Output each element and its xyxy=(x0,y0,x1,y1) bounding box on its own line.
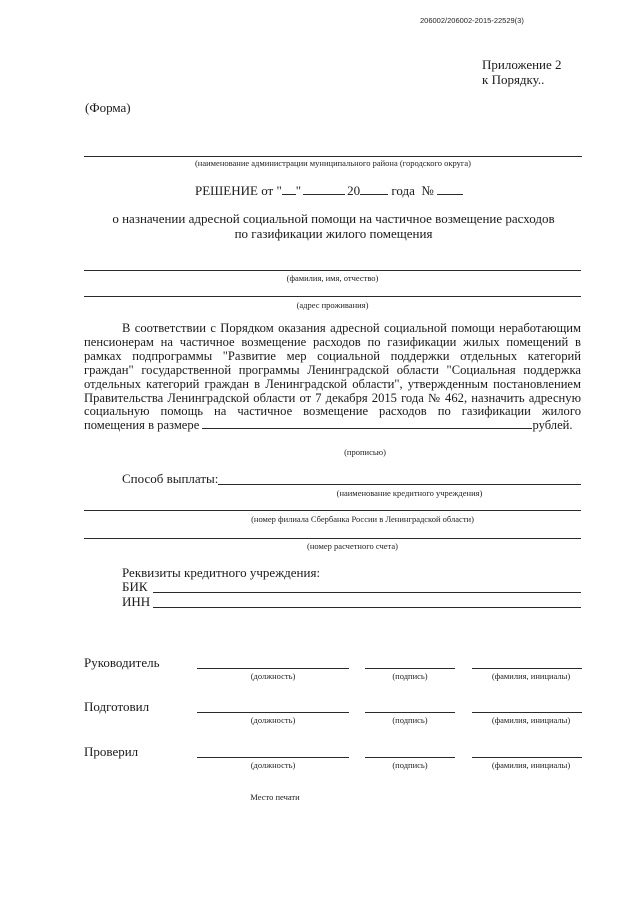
inn-label: ИНН xyxy=(122,594,151,609)
name-line xyxy=(472,757,582,758)
number-sign: № xyxy=(421,183,434,198)
signature-line xyxy=(365,712,455,713)
position-caption: (должность) xyxy=(250,715,296,725)
name-caption: (фамилия, инициалы) xyxy=(491,671,571,681)
fio-caption: (фамилия, имя, отчество) xyxy=(286,273,379,283)
payment-method-label: Способ выплаты: xyxy=(122,471,219,486)
inn-line xyxy=(153,607,581,608)
decision-month-field xyxy=(303,194,345,195)
branch-caption: (номер филиала Сбербанка России в Ленинградской области) xyxy=(251,514,474,524)
name-line xyxy=(472,668,582,669)
subject-line-2: по газификации жилого помещения xyxy=(234,226,433,241)
position-caption: (должность) xyxy=(250,760,296,770)
decision-year-suffix: года xyxy=(391,183,415,198)
position-line xyxy=(197,712,349,713)
decision-day-field xyxy=(282,194,296,195)
currency-label: рублей. xyxy=(532,418,573,433)
subject-line-1: о назначении адресной социальной помощи на частичное возмещение расходов xyxy=(112,211,555,226)
account-line xyxy=(84,538,581,539)
amount-words-caption: (прописью) xyxy=(344,447,386,457)
credit-org-caption: (наименование кредитного учреждения) xyxy=(336,488,483,498)
position-line xyxy=(197,757,349,758)
admin-name-caption: (наименование администрации муниципального района (городского округа) xyxy=(194,158,472,168)
signature-caption: (подпись) xyxy=(392,715,428,725)
fio-line xyxy=(84,270,581,271)
stamp-place-label: Место печати xyxy=(250,792,300,802)
decision-header: РЕШЕНИЕ от " " 20 года № xyxy=(195,183,463,199)
payment-method-line xyxy=(218,484,581,485)
address-caption: (адрес проживания) xyxy=(296,300,369,310)
name-caption: (фамилия, инициалы) xyxy=(491,760,571,770)
requisites-title: Реквизиты кредитного учреждения: xyxy=(122,565,321,580)
position-line xyxy=(197,668,349,669)
decision-prefix: РЕШЕНИЕ от " xyxy=(195,183,282,198)
appendix-reference: к Порядку.. xyxy=(482,72,545,87)
signature-line xyxy=(365,757,455,758)
signature-caption: (подпись) xyxy=(392,760,428,770)
account-caption: (номер расчетного счета) xyxy=(307,541,398,551)
body-paragraph xyxy=(84,322,581,433)
signature-line xyxy=(365,668,455,669)
signature-role-checked: Проверил xyxy=(84,744,139,759)
signature-role-prepared: Подготовил xyxy=(84,699,150,714)
branch-line xyxy=(84,510,581,511)
appendix-title: Приложение 2 xyxy=(482,57,562,72)
position-caption: (должность) xyxy=(250,671,296,681)
admin-name-line xyxy=(84,156,582,157)
form-label: (Форма) xyxy=(85,100,131,115)
document-number: 206002/206002-2015-22529(3) xyxy=(420,16,524,25)
bik-line xyxy=(153,592,581,593)
signature-caption: (подпись) xyxy=(392,671,428,681)
decision-number-field xyxy=(437,194,463,195)
amount-field xyxy=(202,428,532,429)
name-caption: (фамилия, инициалы) xyxy=(491,715,571,725)
signature-role-head: Руководитель xyxy=(84,655,160,670)
body-text: В соответствии с Порядком оказания адресной социальной помощи неработающим пенсионерам на частичное возмещение расходов по газификации жилых помещений в рамках подпрограммы "Развитие мер социальной поддержки отдельных категорий граждан" государственной программы Ленинградской области "Социальная поддержка отдельных категорий граждан в Ленинградской области", утвержденным постановлением Правительства Ленинградской области от 7 декабря 2015 года № 462, назначить адресную социальную помощь на частичное возмещение расходов по газификации жилого помещения в размере xyxy=(84,321,581,433)
name-line xyxy=(472,712,582,713)
decision-year-field xyxy=(360,194,388,195)
bik-label: БИК xyxy=(122,579,148,594)
decision-year-prefix: 20 xyxy=(347,183,361,198)
address-line xyxy=(84,296,581,297)
